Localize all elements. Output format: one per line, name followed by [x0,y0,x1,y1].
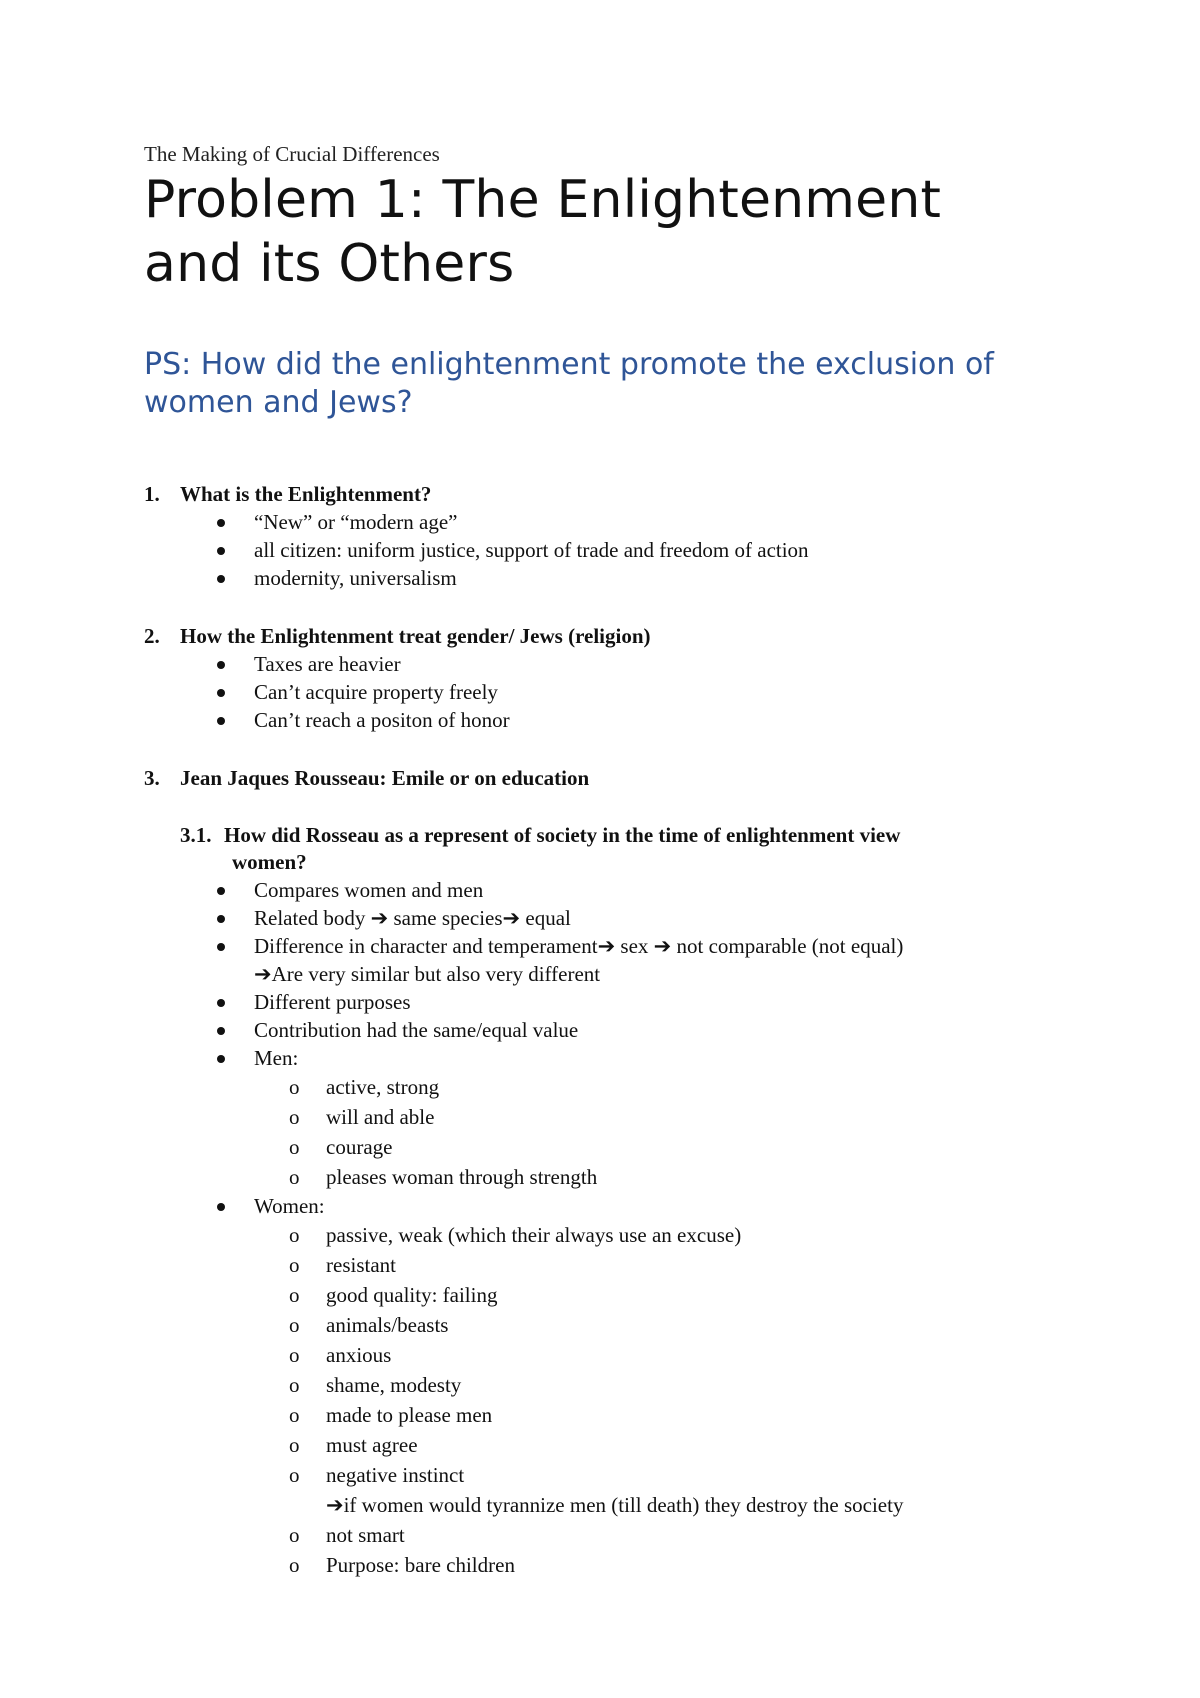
women-sublist [254,1220,1074,1580]
circle-bullet-icon: o [289,1373,300,1397]
circle-bullet-icon: o [289,1463,300,1487]
circle-bullet-icon: o [289,1105,300,1129]
sublist-item [144,1072,1074,1102]
sublist-item-text: anxious [326,1343,392,1367]
circle-bullet-icon: o [289,1403,300,1427]
list-item-text: Related body ➔ same species➔ equal [254,906,571,930]
sublist-item [144,1310,1074,1340]
list-item-text: “New” or “modern age” [254,510,458,534]
circle-bullet-icon: o [289,1553,300,1577]
sublist-item-text: shame, modesty [326,1373,462,1397]
section-3-1-list [144,876,1074,1580]
section-3-1-number: 3.1. [180,823,212,847]
section-3-1-title-line-1: How did Rosseau as a represent of society in the time of enlightenment view [224,823,901,847]
sublist-item [144,1550,1074,1580]
circle-bullet-icon: o [289,1075,300,1099]
list-item-text: Can’t acquire property freely [254,680,498,704]
title-line-1: Problem 1: The Enlightenment [144,170,942,230]
sublist-item [144,1370,1074,1400]
sublist-item [144,1430,1074,1460]
bullet-icon [217,689,225,697]
sublist-item-text: good quality: failing [326,1283,498,1307]
document-subtitle: The Making of Crucial Differences [144,142,440,166]
list-item-text: Contribution had the same/equal value [254,1018,579,1042]
section-3-1-title-line-2: women? [232,850,307,874]
list-item [144,706,1074,734]
circle-bullet-icon: o [289,1523,300,1547]
list-item-text: Compares women and men [254,878,484,902]
section-1-number: 1. [144,482,160,506]
bullet-icon [217,887,225,895]
sublist-item-text: made to please men [326,1403,493,1427]
section-1-list [144,508,1074,592]
bullet-icon [217,519,225,527]
sublist-item [144,1132,1074,1162]
circle-bullet-icon: o [289,1433,300,1457]
document-title [144,168,1074,296]
sublist-item-text: passive, weak (which their always use an excuse) [326,1223,742,1247]
list-item-text: Men: [254,1046,299,1070]
section-1-title: What is the Enlightenment? [180,482,432,506]
section-2 [144,622,1074,734]
sublist-item-text: animals/beasts [326,1313,449,1337]
list-item [144,508,1074,536]
section-3-number: 3. [144,766,160,790]
section-3 [144,764,1074,1580]
bullet-icon [217,547,225,555]
sublist-item [144,1102,1074,1132]
document-page [144,140,1074,1580]
circle-bullet-icon: o [289,1165,300,1189]
bullet-icon [217,943,225,951]
list-item [144,564,1074,592]
sublist-item [144,1280,1074,1310]
section-2-list [144,650,1074,734]
circle-bullet-icon: o [289,1343,300,1367]
bullet-icon [217,717,225,725]
sublist-item-text: Purpose: bare children [326,1553,515,1577]
sublist-item-continuation: ➔if women would tyrannize men (till death) they destroy the society [326,1493,904,1517]
list-item-text: modernity, universalism [254,566,457,590]
list-item [144,904,1074,932]
bullet-icon [217,575,225,583]
sublist-item [144,1250,1074,1280]
title-line-2: and its Others [144,234,515,294]
bullet-icon [217,999,225,1007]
circle-bullet-icon: o [289,1223,300,1247]
sublist-item-text: courage [326,1135,393,1159]
circle-bullet-icon: o [289,1313,300,1337]
list-item-text: Taxes are heavier [254,652,401,676]
sublist-item [144,1520,1074,1550]
sublist-item-text: active, strong [326,1075,440,1099]
circle-bullet-icon: o [289,1253,300,1277]
bullet-icon [217,915,225,923]
section-1 [144,480,1074,592]
bullet-icon [217,1203,225,1211]
section-2-number: 2. [144,624,160,648]
list-item-text: all citizen: uniform justice, support of trade and freedom of action [254,538,809,562]
list-item [144,650,1074,678]
list-item [144,678,1074,706]
ps-line-1: PS: How did the enlightenment promote the exclusion of [144,347,994,382]
list-item [144,876,1074,904]
sublist-item-text: resistant [326,1253,396,1277]
list-item [144,536,1074,564]
circle-bullet-icon: o [289,1135,300,1159]
sublist-item-text: not smart [326,1523,405,1547]
circle-bullet-icon: o [289,1283,300,1307]
list-item-women [144,1192,1074,1580]
section-3-heading [144,764,1074,792]
list-item-continuation: ➔Are very similar but also very different [254,962,601,986]
section-3-title: Jean Jaques Rousseau: Emile or on education [180,766,590,790]
sublist-item-text: must agree [326,1433,418,1457]
sublist-item-text: pleases woman through strength [326,1165,598,1189]
section-3-1-heading [144,822,1074,876]
list-item-text: Women: [254,1194,325,1218]
bullet-icon [217,1027,225,1035]
sublist-item [144,1340,1074,1370]
men-sublist [254,1072,1074,1192]
sublist-item [144,1400,1074,1430]
problem-statement-heading [144,346,1074,422]
list-item [144,932,1074,988]
bullet-icon [217,661,225,669]
list-item [144,988,1074,1016]
sublist-item [144,1162,1074,1192]
sublist-item [144,1460,1074,1520]
list-item-text: Difference in character and temperament➔ sex ➔ not comparable (not equal) [254,934,904,958]
bullet-icon [217,1055,225,1063]
ps-line-2: women and Jews? [144,385,413,420]
list-item-text: Different purposes [254,990,411,1014]
sublist-item-text: negative instinct [326,1463,465,1487]
list-item-text: Can’t reach a positon of honor [254,708,510,732]
list-item [144,1016,1074,1044]
section-1-heading [144,480,1074,508]
sublist-item-text: will and able [326,1105,435,1129]
section-2-title: How the Enlightenment treat gender/ Jews (religion) [180,624,651,648]
sublist-item [144,1220,1074,1250]
list-item-men [144,1044,1074,1192]
section-2-heading [144,622,1074,650]
